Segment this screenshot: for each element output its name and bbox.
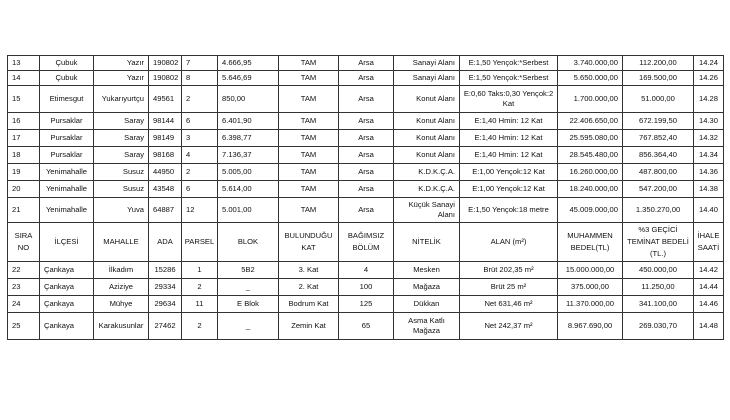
block-no-cell: 190802 bbox=[149, 71, 182, 86]
neighborhood-cell: İlkadım bbox=[94, 262, 149, 279]
table-row bbox=[8, 296, 724, 313]
estimated-value-cell: 16.260.000,00 bbox=[558, 164, 623, 181]
quality-cell: Küçük Sanayi Alanı bbox=[394, 198, 460, 223]
parcel-cell: 2 bbox=[182, 164, 218, 181]
tender-time-cell: 14.44 bbox=[694, 279, 724, 296]
building-block-cell: 5B2 bbox=[218, 262, 279, 279]
table-row bbox=[8, 313, 724, 340]
floor-cell: 3. Kat bbox=[279, 262, 339, 279]
building-block-cell: _ bbox=[218, 279, 279, 296]
table-row bbox=[8, 71, 724, 86]
row-number: 18 bbox=[8, 147, 40, 164]
row-number: 21 bbox=[8, 198, 40, 223]
type-cell: Arsa bbox=[339, 147, 394, 164]
neighborhood-cell: Saray bbox=[94, 113, 149, 130]
block-no-cell: 29634 bbox=[149, 296, 182, 313]
quality-cell: Mağaza bbox=[394, 279, 460, 296]
header-floor: BULUNDUĞU KAT bbox=[279, 223, 339, 262]
unit-cell: 4 bbox=[339, 262, 394, 279]
row-number: 20 bbox=[8, 181, 40, 198]
header-block-no: ADA bbox=[149, 223, 182, 262]
block-no-cell: 29334 bbox=[149, 279, 182, 296]
quality-cell: Konut Alanı bbox=[394, 113, 460, 130]
area-cell: 7.136,37 bbox=[218, 147, 279, 164]
quality-cell: Konut Alanı bbox=[394, 130, 460, 147]
block-no-cell: 190802 bbox=[149, 56, 182, 71]
quality-cell: Konut Alanı bbox=[394, 147, 460, 164]
table-row bbox=[8, 198, 724, 223]
table-row bbox=[8, 113, 724, 130]
neighborhood-cell: Aziziye bbox=[94, 279, 149, 296]
zoning-cell: E:1,50 Yençok:*Serbest bbox=[460, 71, 558, 86]
header-neighborhood: MAHALLE bbox=[94, 223, 149, 262]
parcel-cell: 2 bbox=[182, 86, 218, 113]
zoning-cell: E:1,50 Yençok:18 metre bbox=[460, 198, 558, 223]
deposit-cell: 269.030,70 bbox=[623, 313, 694, 340]
deposit-cell: 547.200,00 bbox=[623, 181, 694, 198]
type-cell: Arsa bbox=[339, 181, 394, 198]
header-row-no: SIRA NO bbox=[8, 223, 40, 262]
floor-cell: Zemin Kat bbox=[279, 313, 339, 340]
district-cell: Çubuk bbox=[40, 71, 94, 86]
row-number: 24 bbox=[8, 296, 40, 313]
header-parcel: PARSEL bbox=[182, 223, 218, 262]
parcel-cell: 6 bbox=[182, 113, 218, 130]
deposit-cell: 11.250,00 bbox=[623, 279, 694, 296]
parcel-cell: 3 bbox=[182, 130, 218, 147]
neighborhood-cell: Karakusunlar bbox=[94, 313, 149, 340]
tender-document bbox=[7, 55, 723, 340]
area-cell: 5.005,00 bbox=[218, 164, 279, 181]
block-no-cell: 49561 bbox=[149, 86, 182, 113]
neighborhood-cell: Yazır bbox=[94, 71, 149, 86]
tender-time-cell: 14.28 bbox=[694, 86, 724, 113]
type-cell: Arsa bbox=[339, 86, 394, 113]
tender-table bbox=[7, 55, 724, 340]
estimated-value-cell: 11.370.000,00 bbox=[558, 296, 623, 313]
neighborhood-cell: Mühye bbox=[94, 296, 149, 313]
district-cell: Yenimahalle bbox=[40, 164, 94, 181]
block-no-cell: 98149 bbox=[149, 130, 182, 147]
quality-cell: Mesken bbox=[394, 262, 460, 279]
unit-cell: 65 bbox=[339, 313, 394, 340]
deposit-cell: 341.100,00 bbox=[623, 296, 694, 313]
block-no-cell: 98144 bbox=[149, 113, 182, 130]
district-cell: Çubuk bbox=[40, 56, 94, 71]
area-cell: Brüt 25 m² bbox=[460, 279, 558, 296]
quality-cell: K.D.K.Ç.A. bbox=[394, 164, 460, 181]
tender-time-cell: 14.26 bbox=[694, 71, 724, 86]
block-no-cell: 27462 bbox=[149, 313, 182, 340]
unit-cell: 100 bbox=[339, 279, 394, 296]
block-no-cell: 43548 bbox=[149, 181, 182, 198]
block-no-cell: 44950 bbox=[149, 164, 182, 181]
zoning-cell: E:1,00 Yençok:12 Kat bbox=[460, 164, 558, 181]
parcel-cell: 6 bbox=[182, 181, 218, 198]
district-cell: Yenimahalle bbox=[40, 198, 94, 223]
table-row bbox=[8, 56, 724, 71]
quality-cell: Sanayi Alanı bbox=[394, 71, 460, 86]
area-cell: 6.398,77 bbox=[218, 130, 279, 147]
parcel-cell: 11 bbox=[182, 296, 218, 313]
share-cell: TAM bbox=[279, 198, 339, 223]
header-area: ALAN (m²) bbox=[460, 223, 558, 262]
share-cell: TAM bbox=[279, 113, 339, 130]
share-cell: TAM bbox=[279, 181, 339, 198]
estimated-value-cell: 1.700.000,00 bbox=[558, 86, 623, 113]
quality-cell: Asma Katlı Mağaza bbox=[394, 313, 460, 340]
block-no-cell: 15286 bbox=[149, 262, 182, 279]
district-cell: Yenimahalle bbox=[40, 181, 94, 198]
zoning-cell: E:0,60 Taks:0,30 Yençok:2 Kat bbox=[460, 86, 558, 113]
district-cell: Etimesgut bbox=[40, 86, 94, 113]
header-quality: NİTELİK bbox=[394, 223, 460, 262]
quality-cell: K.D.K.Ç.A. bbox=[394, 181, 460, 198]
deposit-cell: 767.852,40 bbox=[623, 130, 694, 147]
row-number: 25 bbox=[8, 313, 40, 340]
share-cell: TAM bbox=[279, 130, 339, 147]
type-cell: Arsa bbox=[339, 71, 394, 86]
type-cell: Arsa bbox=[339, 130, 394, 147]
table-row bbox=[8, 262, 724, 279]
tender-time-cell: 14.24 bbox=[694, 56, 724, 71]
share-cell: TAM bbox=[279, 164, 339, 181]
row-number: 13 bbox=[8, 56, 40, 71]
row-number: 19 bbox=[8, 164, 40, 181]
table-row bbox=[8, 86, 724, 113]
neighborhood-cell: Susuz bbox=[94, 181, 149, 198]
type-cell: Arsa bbox=[339, 56, 394, 71]
tender-time-cell: 14.36 bbox=[694, 164, 724, 181]
quality-cell: Dükkan bbox=[394, 296, 460, 313]
tender-time-cell: 14.40 bbox=[694, 198, 724, 223]
deposit-cell: 112.200,00 bbox=[623, 56, 694, 71]
estimated-value-cell: 8.967.690,00 bbox=[558, 313, 623, 340]
parcel-cell: 2 bbox=[182, 313, 218, 340]
zoning-cell: E:1,40 Hmin: 12 Kat bbox=[460, 130, 558, 147]
tender-time-cell: 14.34 bbox=[694, 147, 724, 164]
parcel-cell: 1 bbox=[182, 262, 218, 279]
share-cell: TAM bbox=[279, 71, 339, 86]
zoning-cell: E:1,00 Yençok:12 Kat bbox=[460, 181, 558, 198]
table-row bbox=[8, 164, 724, 181]
zoning-cell: E:1,40 Hmin: 12 Kat bbox=[460, 147, 558, 164]
parcel-cell: 2 bbox=[182, 279, 218, 296]
row-number: 23 bbox=[8, 279, 40, 296]
district-cell: Pursaklar bbox=[40, 113, 94, 130]
estimated-value-cell: 45.009.000,00 bbox=[558, 198, 623, 223]
unit-cell: 125 bbox=[339, 296, 394, 313]
quality-cell: Konut Alanı bbox=[394, 86, 460, 113]
header-estimated-value: MUHAMMEN BEDEL(TL) bbox=[558, 223, 623, 262]
table-row bbox=[8, 147, 724, 164]
neighborhood-cell: Yazır bbox=[94, 56, 149, 71]
area-cell: Net 242,37 m² bbox=[460, 313, 558, 340]
parcel-cell: 8 bbox=[182, 71, 218, 86]
deposit-cell: 1.350.270,00 bbox=[623, 198, 694, 223]
deposit-cell: 450.000,00 bbox=[623, 262, 694, 279]
table-row bbox=[8, 181, 724, 198]
district-cell: Çankaya bbox=[40, 262, 94, 279]
table-row bbox=[8, 130, 724, 147]
header-deposit: %3 GEÇİCİ TEMİNAT BEDELİ (TL.) bbox=[623, 223, 694, 262]
deposit-cell: 672.199,50 bbox=[623, 113, 694, 130]
share-cell: TAM bbox=[279, 147, 339, 164]
district-cell: Pursaklar bbox=[40, 147, 94, 164]
area-cell: 850,00 bbox=[218, 86, 279, 113]
header-unit: BAĞIMSIZ BÖLÜM bbox=[339, 223, 394, 262]
share-cell: TAM bbox=[279, 56, 339, 71]
estimated-value-cell: 5.650.000,00 bbox=[558, 71, 623, 86]
parcel-cell: 4 bbox=[182, 147, 218, 164]
parcel-cell: 12 bbox=[182, 198, 218, 223]
estimated-value-cell: 28.545.480,00 bbox=[558, 147, 623, 164]
area-cell: 5.646,69 bbox=[218, 71, 279, 86]
building-block-cell: _ bbox=[218, 313, 279, 340]
district-cell: Çankaya bbox=[40, 296, 94, 313]
building-block-cell: E Blok bbox=[218, 296, 279, 313]
table-header-row bbox=[8, 223, 724, 262]
deposit-cell: 856.364,40 bbox=[623, 147, 694, 164]
row-number: 16 bbox=[8, 113, 40, 130]
tender-time-cell: 14.46 bbox=[694, 296, 724, 313]
quality-cell: Sanayi Alanı bbox=[394, 56, 460, 71]
deposit-cell: 51.000,00 bbox=[623, 86, 694, 113]
zoning-cell: E:1,40 Hmin: 12 Kat bbox=[460, 113, 558, 130]
header-tender-time: İHALE SAATİ bbox=[694, 223, 724, 262]
header-building-block: BLOK bbox=[218, 223, 279, 262]
tender-time-cell: 14.38 bbox=[694, 181, 724, 198]
block-no-cell: 98168 bbox=[149, 147, 182, 164]
area-cell: 5.614,00 bbox=[218, 181, 279, 198]
row-number: 15 bbox=[8, 86, 40, 113]
neighborhood-cell: Yuva bbox=[94, 198, 149, 223]
row-number: 22 bbox=[8, 262, 40, 279]
row-number: 17 bbox=[8, 130, 40, 147]
deposit-cell: 487.800,00 bbox=[623, 164, 694, 181]
area-cell: 5.001,00 bbox=[218, 198, 279, 223]
type-cell: Arsa bbox=[339, 113, 394, 130]
neighborhood-cell: Susuz bbox=[94, 164, 149, 181]
area-cell: Net 631,46 m² bbox=[460, 296, 558, 313]
district-cell: Çankaya bbox=[40, 313, 94, 340]
district-cell: Pursaklar bbox=[40, 130, 94, 147]
row-number: 14 bbox=[8, 71, 40, 86]
tender-time-cell: 14.30 bbox=[694, 113, 724, 130]
neighborhood-cell: Saray bbox=[94, 147, 149, 164]
tender-time-cell: 14.42 bbox=[694, 262, 724, 279]
area-cell: 6.401,90 bbox=[218, 113, 279, 130]
deposit-cell: 169.500,00 bbox=[623, 71, 694, 86]
type-cell: Arsa bbox=[339, 198, 394, 223]
area-cell: 4.666,95 bbox=[218, 56, 279, 71]
estimated-value-cell: 3.740.000,00 bbox=[558, 56, 623, 71]
block-no-cell: 64887 bbox=[149, 198, 182, 223]
estimated-value-cell: 22.406.650,00 bbox=[558, 113, 623, 130]
tender-time-cell: 14.32 bbox=[694, 130, 724, 147]
parcel-cell: 7 bbox=[182, 56, 218, 71]
type-cell: Arsa bbox=[339, 164, 394, 181]
estimated-value-cell: 375.000,00 bbox=[558, 279, 623, 296]
floor-cell: Bodrum Kat bbox=[279, 296, 339, 313]
district-cell: Çankaya bbox=[40, 279, 94, 296]
floor-cell: 2. Kat bbox=[279, 279, 339, 296]
neighborhood-cell: Saray bbox=[94, 130, 149, 147]
area-cell: Brüt 202,35 m² bbox=[460, 262, 558, 279]
tender-time-cell: 14.48 bbox=[694, 313, 724, 340]
share-cell: TAM bbox=[279, 86, 339, 113]
header-district: İLÇESİ bbox=[40, 223, 94, 262]
estimated-value-cell: 25.595.080,00 bbox=[558, 130, 623, 147]
table-row bbox=[8, 279, 724, 296]
estimated-value-cell: 15.000.000,00 bbox=[558, 262, 623, 279]
estimated-value-cell: 18.240.000,00 bbox=[558, 181, 623, 198]
zoning-cell: E:1,50 Yençok:*Serbest bbox=[460, 56, 558, 71]
neighborhood-cell: Yukarıyurtçu bbox=[94, 86, 149, 113]
